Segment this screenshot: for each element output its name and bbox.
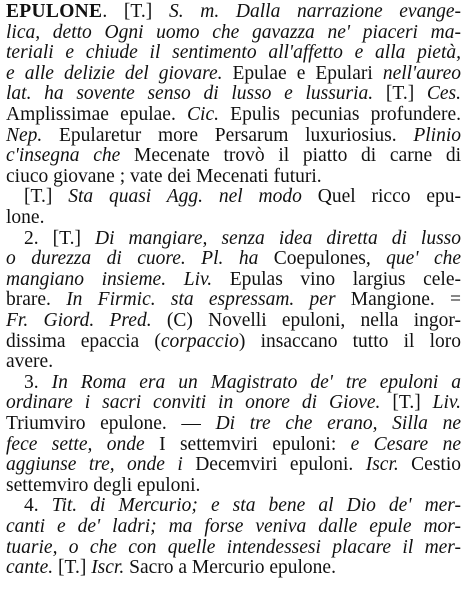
italic-text: aggiunse tre, onde i: [6, 454, 196, 476]
roman-text: Coepulones: [273, 248, 366, 270]
roman-text: . [T.]: [102, 1, 169, 22]
italic-text: nell'aureo: [382, 62, 461, 84]
italic-text: ordinare i sacri conviti in onore di Giove.: [6, 392, 393, 414]
italic-text: Liv.: [432, 392, 462, 414]
entry-line: [6, 414, 461, 435]
headword: EPULONE: [6, 1, 103, 22]
entry-line: [6, 105, 461, 126]
entry-line: [6, 270, 461, 291]
italic-text: Di tre che erano, Silla ne: [215, 413, 461, 434]
italic-text: c'insegna che: [6, 145, 134, 167]
italic-text: e alle delizie del giovare.: [6, 62, 233, 84]
roman-text: I settemviri epuloni:: [159, 433, 351, 455]
italic-text: Iscr.: [365, 454, 412, 476]
entry-line: [6, 332, 461, 353]
roman-text: [T.]: [57, 557, 92, 579]
entry-line: [6, 64, 461, 85]
italic-text: Fr. Giord. Pred.: [6, 310, 167, 331]
italic-text: In Roma era un Magistrato de' tre epuloni a: [51, 371, 461, 393]
entry-line: [6, 146, 461, 167]
italic-text: teriali e chiude il sentimento all'affetto e alla pietà,: [6, 42, 461, 64]
italic-text: e Cesare ne: [350, 433, 461, 455]
italic-text: Iscr.: [91, 557, 130, 579]
roman-text: Cestio: [411, 454, 461, 476]
entry-line: [6, 290, 461, 311]
italic-text: Cic.: [187, 104, 231, 125]
entry-line: [6, 23, 461, 44]
italic-text: cante.: [6, 557, 58, 579]
entry-line: [6, 393, 461, 414]
italic-text: In Firmic. sta espressam. per: [66, 289, 351, 311]
roman-text: Sacro a Mercurio epulone.: [129, 557, 336, 579]
roman-text: Epularetur more Persarum luxuriosius.: [58, 124, 414, 146]
roman-text: 4.: [24, 495, 52, 517]
italic-text: Sta quasi Agg. nel modo: [68, 186, 318, 208]
entry-line: [6, 126, 461, 147]
italic-text: canti e de' ladri; ma forse veniva dalle epule mor-: [6, 516, 461, 537]
entry-line: [6, 476, 461, 497]
italic-text: mangiano insieme. Liv.: [6, 268, 230, 290]
italic-text: Tit. di Mercurio; e sta bene al Dio de' mer-: [51, 495, 462, 517]
roman-text: [T.]: [24, 186, 69, 208]
entry-line: [6, 311, 461, 332]
roman-text: Mecenate trovò il piatto di carne di: [133, 145, 462, 167]
roman-text: [T.]: [392, 392, 433, 414]
roman-text: settemviro degli epuloni.: [6, 474, 201, 496]
entry-line: [6, 2, 461, 23]
italic-text: lica, detto Ogni uomo che gavazza ne' piaceri ma-: [6, 21, 461, 43]
roman-text: (C) Novelli epuloni, nella ingor-: [166, 310, 461, 331]
roman-text: Amplissimae epulae.: [6, 104, 188, 125]
entry-line: [24, 373, 461, 394]
roman-text: avere.: [6, 351, 54, 373]
entry-line: [6, 84, 461, 105]
entry-line: [24, 496, 461, 517]
entry-line: [6, 538, 461, 559]
italic-text: lat. ha sovente senso di lusso e lussuria.: [6, 83, 386, 105]
italic-text: tuarie, o che con quelle intendessesi placare il mer-: [6, 536, 461, 558]
italic-text: fece sette, onde: [6, 433, 160, 455]
entry-line: [6, 352, 461, 373]
italic-text: S. m. Dalla narrazione evange-: [168, 1, 461, 22]
entry-line: [6, 167, 461, 188]
entry-line: [6, 558, 461, 579]
italic-text: , que' che: [365, 248, 462, 270]
entry-line: [24, 229, 461, 250]
italic-text: corpaccio: [160, 330, 239, 352]
roman-text: Epulis pecunias profundere.: [230, 104, 461, 125]
italic-text: Di mangiare, senza idea diretta di lusso: [95, 227, 462, 249]
italic-text: Plinio: [413, 124, 461, 146]
roman-text: [T.]: [385, 83, 427, 105]
roman-text: Quel ricco epu-: [317, 186, 461, 208]
entry-line: [24, 187, 461, 208]
roman-text: brare.: [6, 289, 67, 311]
roman-text: Epulae e Epulari: [232, 62, 383, 84]
italic-text: Ces.: [426, 83, 461, 105]
roman-text: Triumviro epulone. —: [6, 413, 216, 434]
roman-text: ) insaccano tutto il loro: [238, 330, 462, 352]
entry-line: [6, 455, 461, 476]
roman-text: Epulas vino largius cele-: [229, 268, 461, 290]
italic-text: o durezza di cuore. Pl. ha: [6, 248, 274, 270]
entry-line: [6, 249, 461, 270]
entry-line: [6, 43, 461, 64]
roman-text: dissima epaccia (: [6, 330, 161, 352]
roman-text: Mangione. =: [350, 289, 461, 311]
roman-text: ciuco giovane ; vate dei Mecenati futuri.: [6, 165, 322, 187]
italic-text: Nep.: [6, 124, 59, 146]
roman-text: Decemviri epuloni.: [195, 454, 366, 476]
entry-line: [6, 208, 461, 229]
roman-text: lone.: [6, 207, 45, 228]
entry-line: [6, 435, 461, 456]
roman-text: 2. [T.]: [24, 227, 96, 249]
roman-text: 3.: [24, 371, 52, 393]
entry-line: [6, 517, 461, 538]
